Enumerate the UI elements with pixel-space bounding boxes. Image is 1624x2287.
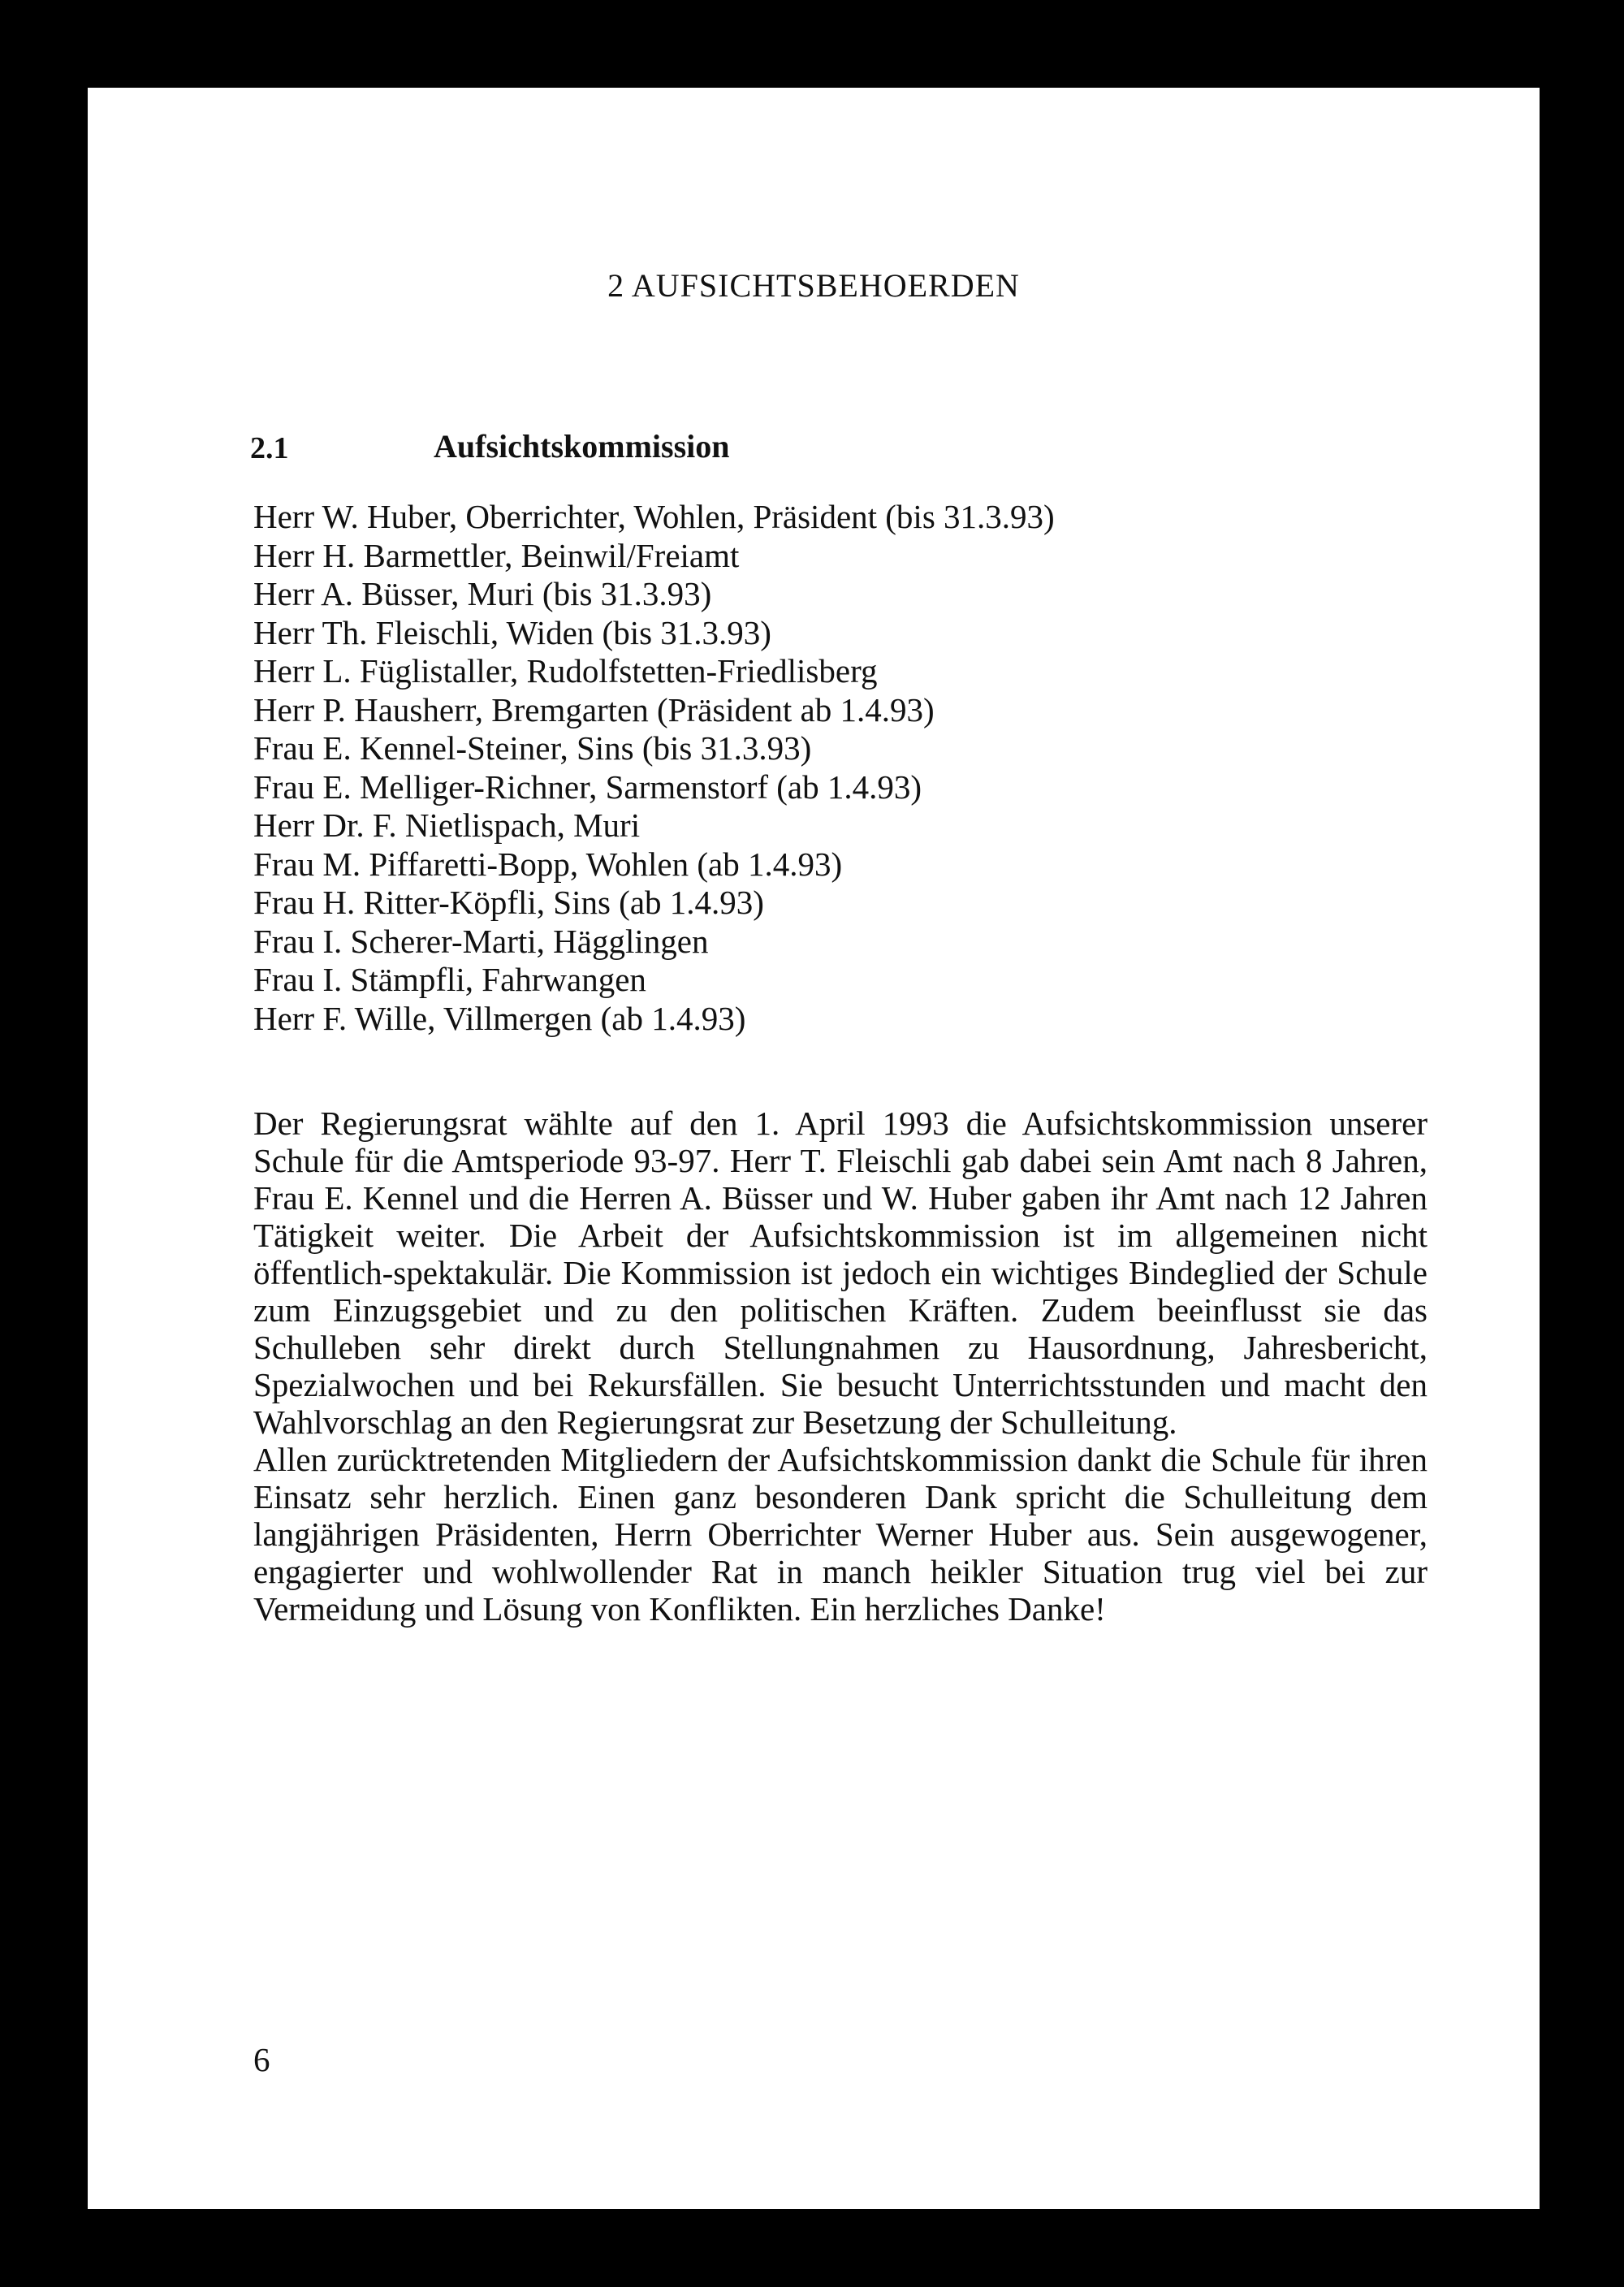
member-item: Herr P. Hausherr, Bremgarten (Präsident ab 1.4.93) [253, 690, 935, 728]
member-item: Frau H. Ritter-Köpfli, Sins (ab 1.4.93) [253, 884, 764, 921]
member-item: Herr W. Huber, Oberrichter, Wohlen, Präsident (bis 31.3.93) [253, 498, 1055, 535]
member-item: Frau I. Scherer-Marti, Hägglingen [253, 922, 709, 960]
member-item: Frau E. Kennel-Steiner, Sins (bis 31.3.93) [253, 729, 812, 767]
member-item: Herr L. Füglistaller, Rudolfstetten-Friedlisberg [253, 652, 878, 690]
page-number: 6 [253, 2041, 270, 2078]
member-list [253, 498, 1055, 1038]
body-text [253, 1105, 1427, 1628]
member-item: Herr F. Wille, Villmergen (ab 1.4.93) [253, 999, 746, 1037]
member-item: Frau M. Piffaretti-Bopp, Wohlen (ab 1.4.93) [253, 845, 843, 883]
member-item: Herr H. Barmettler, Beinwil/Freiamt [253, 536, 740, 574]
chapter-title: 2 AUFSICHTSBEHOERDEN [607, 267, 1020, 304]
member-item: Herr A. Büsser, Muri (bis 31.3.93) [253, 575, 712, 612]
paragraph-thanks: Allen zurücktretenden Mitgliedern der Aufsichtskommission dankt die Schule für ihren Einsatz sehr herzlich. Einen ganz besonderen Dank spricht die Schulleitung dem langjährigen Präsidenten, Herrn Oberrichter Werner Huber aus. Sein ausgewogener, engagierter und wohlwollender Rat in manch heikler Situation trug viel bei zur Vermeidung und Lösung von Konflikten. Ein herzliches Danke! [253, 1441, 1427, 1628]
paragraph-election: Der Regierungsrat wählte auf den 1. April 1993 die Aufsichtskommission unserer Schule für die Amtsperiode 93-97. Herr T. Fleischli gab dabei sein Amt nach 8 Jahren, Frau E. Kennel und die Herren A. Büsser und W. Huber gaben ihr Amt nach 12 Jahren Tätigkeit weiter. Die Arbeit der Aufsichtskommission ist im allgemeinen nicht öffentlich-spektakulär. Die Kommission ist jedoch ein wichtiges Bindeglied der Schule zum Einzugsgebiet und zu den politischen Kräften. Zudem beeinflusst sie das Schulleben sehr direkt durch Stellungnahmen zu Hausordnung, Jahresbericht, Spezialwochen und bei Rekursfällen. Sie besucht Unterrichtsstunden und macht den Wahlvorschlag an den Regierungsrat zur Besetzung der Schulleitung. [253, 1105, 1427, 1441]
member-item: Frau E. Melliger-Richner, Sarmenstorf (ab 1.4.93) [253, 767, 922, 806]
document-page [88, 88, 1540, 2209]
member-item: Herr Th. Fleischli, Widen (bis 31.3.93) [253, 613, 771, 651]
member-item: Frau I. Stämpfli, Fahrwangen [253, 961, 646, 998]
section-number: 2.1 [250, 431, 289, 465]
section-title: Aufsichtskommission [434, 428, 730, 465]
member-item: Herr Dr. F. Nietlispach, Muri [253, 806, 641, 844]
